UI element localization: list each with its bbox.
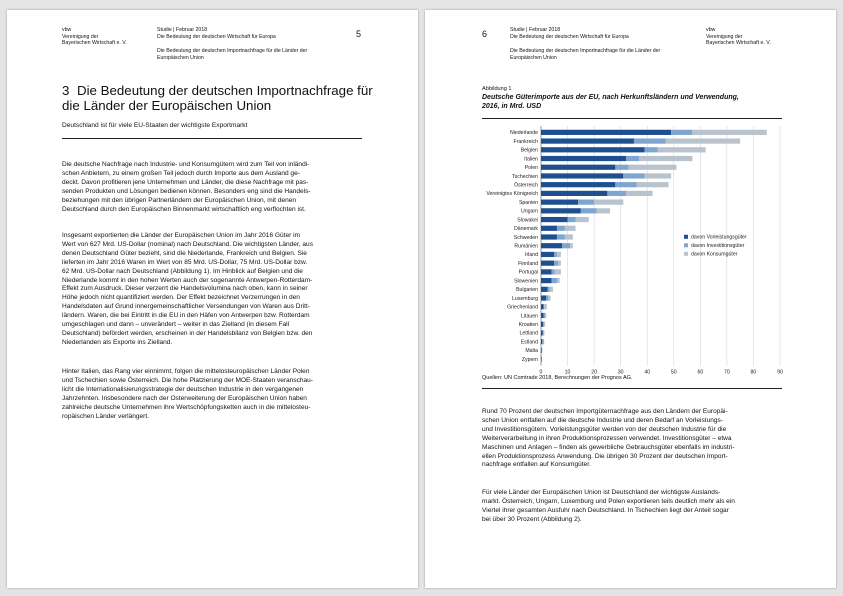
bar-segment: [597, 208, 610, 213]
bar-segment: [541, 147, 645, 152]
x-tick-label: 40: [644, 369, 651, 374]
bar-segment: [557, 278, 560, 283]
bar-segment: [541, 208, 581, 213]
header-running-title: Die Bedeutung der deutschen Importnachfrage für die Länder der Europäischen Union: [510, 48, 661, 61]
chapter-heading: [62, 83, 382, 113]
bar-segment: [541, 182, 615, 187]
bar-segment: [557, 234, 565, 239]
category-label: Österreich: [514, 182, 538, 189]
header-org: vbw Vereinigung der Bayerischen Wirtschaft e. V.: [706, 27, 771, 47]
bar-segment: [568, 217, 576, 222]
bar-segment: [637, 182, 669, 187]
legend-label: davon Konsumgüter: [691, 251, 738, 258]
bar-segment: [554, 252, 557, 257]
bar-segment: [645, 173, 672, 178]
bar-segment: [544, 322, 545, 327]
bar-segment: [607, 191, 626, 196]
bar-segment: [541, 217, 568, 222]
page-6: [425, 10, 836, 588]
bar-segment: [558, 261, 561, 266]
bar-segment: [541, 322, 543, 327]
bar-segment: [565, 234, 573, 239]
category-label: Schweden: [513, 234, 538, 241]
figure-title-rule: [482, 118, 782, 119]
legend-swatch: [684, 252, 688, 256]
legend-swatch: [684, 235, 688, 239]
x-tick-label: 30: [617, 369, 624, 374]
bar-segment: [576, 217, 589, 222]
bar-segment: [541, 339, 542, 344]
category-label: Griechenland: [507, 304, 538, 311]
bar-segment: [541, 330, 543, 335]
bar-segment: [541, 261, 554, 266]
paragraph-3: Hinter Italien, das Rang vier einnimmt, folgen die mittelosteuropäischen Länder Polen und Tschechien sowie Österreich. Die hohe Platzierung der MOE-Staaten veranschau- licht die Internationalisierungsstrategie der deutschen Industrie in den vergangenen Jahrzehnten. Insbesondere nach der Osterweiterung der Europäischen Union haben zahlreiche deutsche Unternehmen ihre Wertschöpfungsketten auch in die mittelosteu- ropäischen Länder verlängert.: [62, 368, 313, 420]
bar-segment: [546, 295, 548, 300]
x-tick-label: 90: [777, 369, 783, 374]
bar-segment: [645, 147, 658, 152]
category-label: Belgien: [520, 147, 538, 154]
bar-segment: [541, 165, 615, 170]
bar-segment: [615, 182, 636, 187]
bar-segment: [555, 269, 561, 274]
category-label: Polen: [524, 165, 538, 172]
paragraph-1: Die deutsche Nachfrage nach Industrie- und Konsumgütern wird zum Teil von inländi- schen Anbietern, zu einem großen Teil jedoch durch Importe aus dem Ausland ge- deckt. Davon profitieren jene Unternehmen und Länder, die diese Nachfrage mit pas- senden Produkten und Lösungen bedienen können. Besonders eng sind die Handels- beziehungen mit den übrigen Partnerländern der Europäischen Union, mit denen Deutschland durch den Europäischen Binnenmarkt wirtschaftlich eng verflochten ist.: [62, 161, 311, 213]
bar-segment: [548, 295, 550, 300]
paragraph-2: Insgesamt exportierten die Länder der Europäischen Union im Jahr 2016 Güter im Wert von 627 Mrd. US-Dollar (nominal) nach Deutschland. Die wichtigsten Länder, aus denen Deutschland Güter bezieht, sind die Niederlande, Frankreich und Belgien. Sie lieferten im Jahr 2016 Waren im Wert von 85 Mrd. US-Dollar, 75 Mrd. US-Dollar bzw. 62 Mrd. US-Dollar nach Deutschland (Abbildung 1). Im Hinblick auf Belgien und die Niederlande kommt in den hohen Werten auch der sogenannte Antwerpen-Rotterdam- Effekt zum Ausdruck. Dieser verzerrt die Handelsvolumina nach oben, kann in seiner Höhe jedoch nicht quantifiziert werden. Der Effekt bezeichnet Verzerrungen in den Handelsdaten auf Grund innergemeinschaftlicher Versendungen von Waren aus Dritt- ländern. Waren, die bei Eintritt in die EU in den Häfen von Antwerpen bzw. Rotterdam umgeschlagen und dann – unverändert – weiter in das Zielland (in diesem Fall Deutschland) befördert werden, erscheinen in der Handelsbilanz von Belgien bzw. den Niederlanden als Exporte ins Zielland.: [62, 232, 313, 346]
chart-x-ticks: [540, 369, 783, 374]
bar-segment: [562, 243, 570, 248]
bar-segment: [545, 313, 546, 318]
category-label: Litauen: [520, 313, 538, 320]
figure-title: Deutsche Güterimporte aus der EU, nach Herkunftsländern und Verwendung, 2016, in Mrd. USD: [482, 94, 739, 110]
subtitle-rule: [62, 138, 362, 139]
x-tick-label: 0: [539, 369, 543, 374]
bar-segment: [552, 269, 555, 274]
chapter-subtitle: Deutschland ist für viele EU-Staaten der wichtigste Exportmarkt: [62, 122, 248, 129]
page-5: [7, 10, 418, 588]
bar-segment: [541, 304, 544, 309]
page-number: 5: [356, 29, 362, 39]
bar-segment: [552, 278, 557, 283]
x-tick-label: 80: [750, 369, 757, 374]
category-label: Italien: [524, 156, 538, 163]
category-label: Tschechien: [512, 173, 538, 180]
bar-segment: [541, 156, 626, 161]
bar-segment: [541, 191, 607, 196]
bar-segment: [541, 295, 546, 300]
header-study: Studie | Februar 2018 Die Bedeutung der deutschen Wirtschaft für Europa: [510, 27, 629, 40]
bar-chart: [480, 124, 790, 374]
bar-segment: [541, 243, 562, 248]
category-label: Lettland: [519, 330, 538, 337]
bar-segment: [639, 156, 692, 161]
category-label: Zypern: [521, 356, 538, 363]
header-study: Studie | Februar 2018 Die Bedeutung der deutschen Wirtschaft für Europa: [157, 27, 276, 40]
bar-segment: [565, 226, 576, 231]
bar-segment: [658, 147, 706, 152]
x-tick-label: 10: [564, 369, 571, 374]
bar-segment: [541, 226, 557, 231]
bar-segment: [543, 322, 544, 327]
legend-swatch: [684, 243, 688, 247]
bar-segment: [626, 156, 639, 161]
category-label: Estland: [520, 339, 538, 346]
x-tick-label: 20: [591, 369, 598, 374]
category-label: Spanien: [518, 199, 538, 206]
header-running-title: Die Bedeutung der deutschen Importnachfrage für die Länder der Europäischen Union: [157, 48, 308, 61]
bar-segment: [542, 339, 543, 344]
bar-segment: [543, 330, 544, 335]
bar-segment: [544, 304, 545, 309]
category-label: Malta: [525, 348, 538, 355]
bar-segment: [623, 173, 644, 178]
bar-segment: [544, 304, 547, 309]
figure-label: Abbildung 1: [482, 86, 512, 92]
bar-segment: [671, 130, 692, 135]
bar-segment: [557, 226, 565, 231]
category-label: Slowenien: [514, 278, 538, 285]
figure-bottom-rule: [482, 388, 782, 389]
bar-segment: [541, 173, 623, 178]
bar-segment: [692, 130, 766, 135]
bar-segment: [557, 252, 561, 257]
legend-label: davon Investitionsgüter: [691, 243, 745, 250]
x-tick-label: 70: [723, 369, 730, 374]
bar-segment: [541, 200, 578, 205]
bar-segment: [626, 191, 653, 196]
bar-segment: [615, 165, 628, 170]
category-label: Irland: [525, 252, 538, 259]
chapter-title: Die Bedeutung der deutschen Importnachfrage für die Länder der Europäischen Union: [62, 83, 373, 113]
bar-segment: [554, 261, 558, 266]
bar-segment: [541, 269, 552, 274]
bar-segment: [634, 138, 666, 143]
category-label: Luxemburg: [512, 295, 538, 302]
bar-segment: [541, 234, 557, 239]
category-label: Slowakei: [517, 217, 538, 224]
bar-segment: [578, 200, 594, 205]
figure-source: Quellen: UN Comtrade 2018, Berechnungen der Prognos AG.: [482, 375, 633, 381]
bar-segment: [544, 339, 545, 344]
bar-segment: [550, 287, 553, 292]
category-label: Dänemark: [514, 226, 538, 233]
bar-segment: [541, 278, 552, 283]
chart-legend: [684, 235, 747, 258]
bar-segment: [541, 130, 671, 135]
bar-segment: [548, 287, 550, 292]
x-tick-label: 60: [697, 369, 704, 374]
category-label: Ungarn: [520, 208, 538, 215]
bar-segment: [570, 243, 573, 248]
category-label: Frankreich: [513, 138, 538, 145]
bar-segment: [541, 313, 544, 318]
category-label: Bulgarien: [516, 287, 538, 294]
legend-label: davon Vorleistungsgüter: [691, 234, 747, 241]
category-label: Rumänien: [514, 243, 538, 250]
chart-category-labels: [486, 130, 538, 363]
category-label: Vereinigtes Königreich: [486, 191, 538, 198]
category-label: Portugal: [518, 269, 538, 276]
category-label: Niederlande: [510, 130, 538, 137]
bar-segment: [594, 200, 623, 205]
paragraph-1: Rund 70 Prozent der deutschen Importgüternachfrage aus den Ländern der Europäi- schen Union entfallen auf die deutsche Industrie und deren Bedarf an Vorleistungs- und Investitionsgütern. Vorleistungsgüter werden von der deutschen Industrie für die Weiterverarbeitung in ihren Produktionsprozessen verwendet. Investitionsgüter – etwa Maschinen und Anlagen – finden als gewerbliche Gebrauchsgüter ebenfalls im industri- ellen Produktionsprozess Anwendung. Die übrigen 30 Prozent der deutschen Import- nachfrage entfallen auf Konsumgüter.: [482, 408, 735, 469]
page-number: 6: [482, 29, 488, 39]
bar-segment: [544, 313, 546, 318]
bar-segment: [541, 348, 542, 353]
category-label: Finnland: [518, 260, 538, 267]
chapter-number: 3: [62, 83, 70, 98]
bar-segment: [581, 208, 597, 213]
bar-segment: [629, 165, 677, 170]
bar-segment: [541, 356, 542, 361]
bar-segment: [666, 138, 740, 143]
bar-segment: [541, 287, 548, 292]
bar-segment: [541, 252, 554, 257]
x-tick-label: 50: [670, 369, 677, 374]
bar-segment: [541, 138, 634, 143]
bar-segment: [544, 330, 545, 335]
category-label: Kroatien: [518, 322, 538, 328]
header-org: vbw Vereinigung der Bayerischen Wirtschaft e. V.: [62, 27, 127, 47]
paragraph-2: Für viele Länder der Europäischen Union ist Deutschland der wichtigste Auslands- markt. Österreich, Ungarn, Luxemburg und Polen exportieren teils deutlich mehr als ein Viertel ihrer gesamten Ausfuhr nach Deutschland. In Tschechien liegt der Anteil sogar bei über 30 Prozent (Abbildung 2).: [482, 489, 735, 523]
